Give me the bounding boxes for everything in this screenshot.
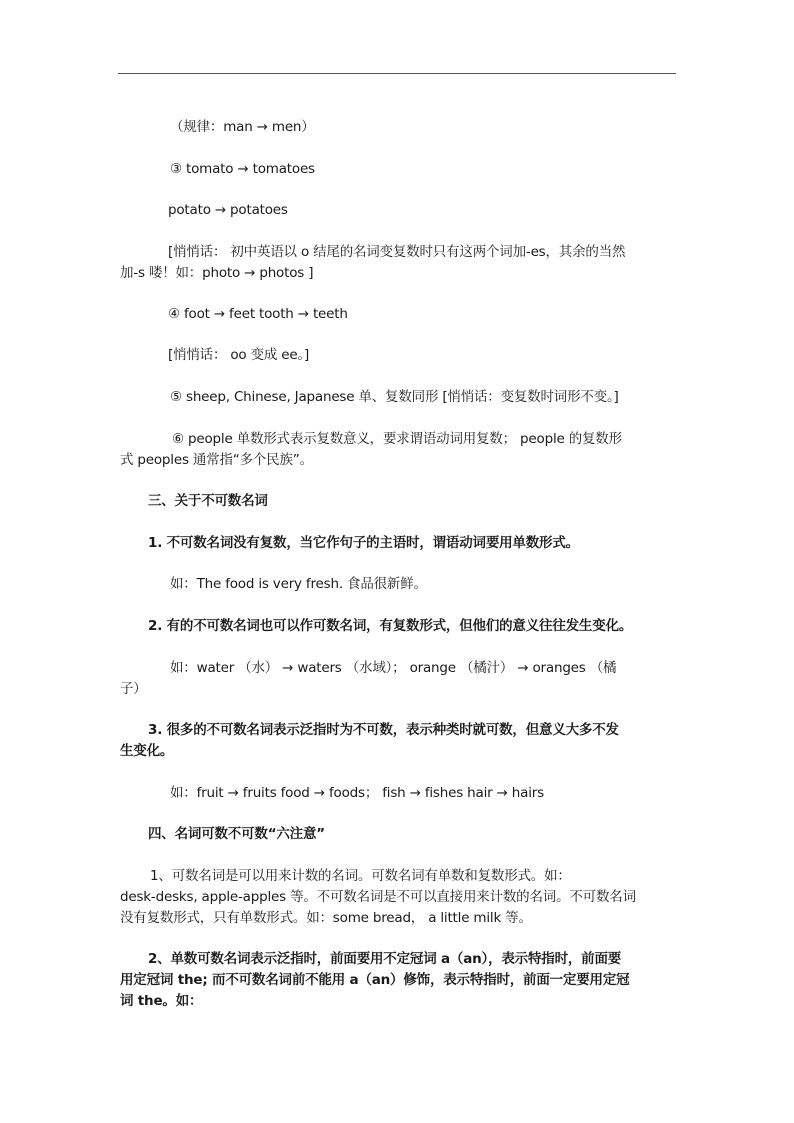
rule-heading: 3. 很多的不可数名词表示泛指时为不可数，表示种类时就可数，但意义大多不发 — [148, 722, 619, 738]
text-line: 子） — [120, 681, 147, 697]
text-line: potato → potatoes — [168, 202, 288, 218]
text-line: （规律：man → men） — [170, 119, 315, 135]
rule-heading: 1. 不可数名词没有复数，当它作句子的主语时，谓语动词要用单数形式。 — [148, 535, 579, 551]
text-line: ⑤ sheep, Chinese, Japanese 单、复数同形 [悄悄话：变复数时词形不变。] — [170, 389, 619, 405]
text-line: 如：water （水） → waters （水域）； orange （橘汁） → oranges （橘 — [170, 660, 617, 676]
rule-heading: 词 the。如： — [120, 993, 203, 1009]
text-line: [悄悄话： 初中英语以 o 结尾的名词变复数时只有这两个词加-es，其余的当然 — [168, 244, 626, 260]
section-heading: 三、关于不可数名词 — [148, 493, 268, 509]
text-line: ③ tomato → tomatoes — [170, 161, 315, 177]
text-line: desk-desks, apple-apples 等。不可数名词是不可以直接用来计数的名词。不可数名词 — [120, 889, 636, 905]
rule-heading: 生变化。 — [120, 743, 174, 759]
text-line: 式 peoples 通常指“多个民族”。 — [120, 452, 313, 468]
text-line: 如：The food is very fresh. 食品很新鲜。 — [170, 576, 427, 592]
rule-heading: 2、单数可数名词表示泛指时，前面要用不定冠词 a（an），表示特指时，前面要 — [148, 951, 622, 967]
header-rule — [118, 73, 676, 74]
text-line: 加-s 喽！如：photo → photos ] — [120, 265, 314, 281]
text-line: 如：fruit → fruits food → foods； fish → fishes hair → hairs — [170, 785, 544, 801]
text-line: ⑥ people 单数形式表示复数意义，要求谓语动词用复数； people 的复数形 — [172, 431, 622, 447]
section-heading: 四、名词可数不可数“六注意” — [148, 826, 325, 842]
text-line: 1、可数名词是可以用来计数的名词。可数名词有单数和复数形式。如： — [150, 868, 571, 884]
rule-heading: 2. 有的不可数名词也可以作可数名词，有复数形式，但他们的意义往往发生变化。 — [148, 618, 633, 634]
text-line: ④ foot → feet tooth → teeth — [168, 306, 348, 322]
text-line: [悄悄话： oo 变成 ee。] — [168, 347, 310, 363]
rule-heading: 用定冠词 the; 而不可数名词前不能用 a（an）修饰，表示特指时，前面一定要用定冠 — [120, 972, 630, 988]
text-line: 没有复数形式，只有单数形式。如：some bread， a little milk 等。 — [120, 910, 532, 926]
